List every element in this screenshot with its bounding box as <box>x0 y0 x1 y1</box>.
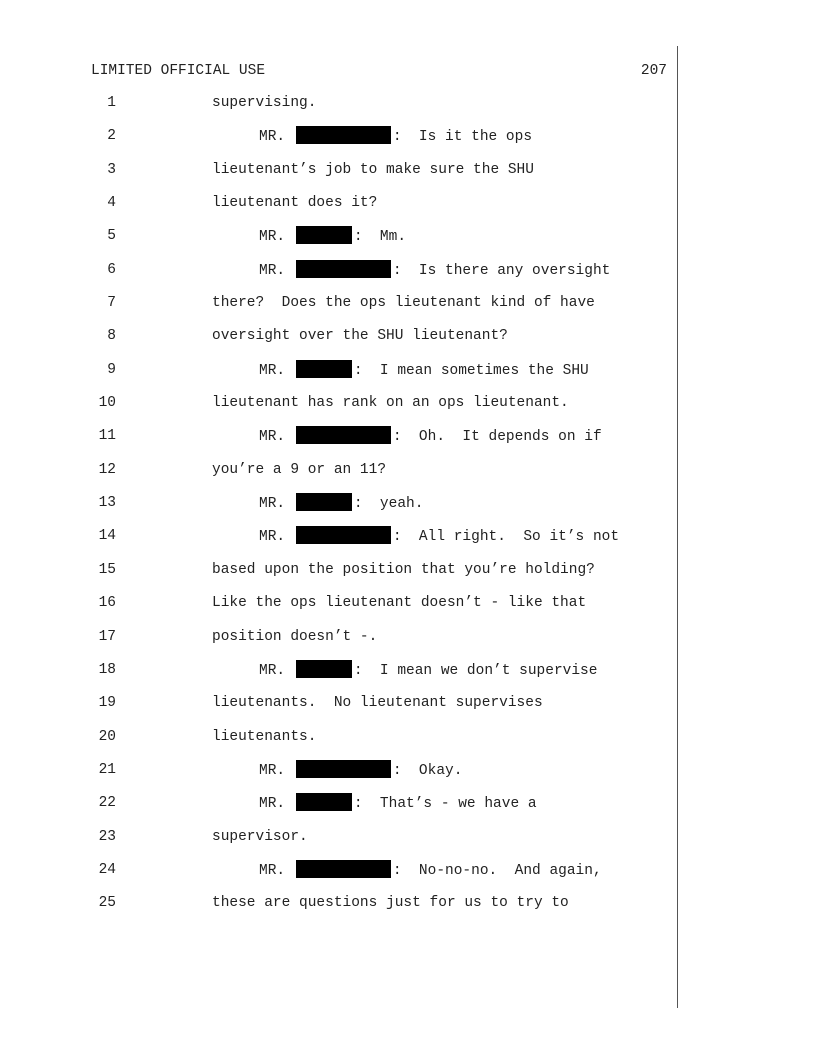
speaker-prefix: MR. <box>259 262 286 279</box>
redaction-box <box>296 860 391 878</box>
line-number: 23 <box>98 828 116 845</box>
line-text <box>212 627 377 647</box>
redaction-box <box>296 493 352 511</box>
speaker-line <box>259 426 602 447</box>
spoken-text: lieutenant’s job to make sure the SHU <box>212 161 534 178</box>
speaker-prefix: MR. <box>259 496 286 513</box>
spoken-text: these are questions just for us to try to <box>212 895 569 912</box>
line-number: 20 <box>98 728 116 745</box>
speaker-line <box>259 360 589 381</box>
line-number: 14 <box>98 528 116 545</box>
speaker-line <box>259 793 537 814</box>
transcript-line <box>0 760 676 793</box>
spoken-text: lieutenant does it? <box>212 195 378 212</box>
speaker-line <box>259 226 406 247</box>
transcript-line <box>0 860 676 893</box>
line-number: 11 <box>98 428 116 445</box>
line-number: 15 <box>98 561 116 578</box>
line-text <box>212 193 377 213</box>
spoken-text: : All right. So it’s not <box>392 529 620 546</box>
spoken-text: there? Does the ops lieutenant kind of have <box>212 295 595 312</box>
transcript-line <box>0 526 676 559</box>
redaction-box <box>296 760 391 778</box>
transcript-line <box>0 460 676 493</box>
transcript-line <box>0 193 676 226</box>
redaction-box <box>296 426 391 444</box>
spoken-text: : Okay. <box>392 762 463 779</box>
transcript-line <box>0 426 676 459</box>
transcript-line <box>0 493 676 526</box>
redaction-box <box>296 126 391 144</box>
speaker-line <box>259 526 619 547</box>
line-text <box>212 893 569 913</box>
speaker-prefix: MR. <box>259 762 286 779</box>
transcript-line <box>0 393 676 426</box>
line-number: 9 <box>107 361 116 378</box>
document-marking: LIMITED OFFICIAL USE <box>91 63 266 79</box>
line-number: 6 <box>107 261 116 278</box>
line-number: 10 <box>98 395 116 412</box>
spoken-text: : Is there any oversight <box>392 262 611 279</box>
spoken-text: supervisor. <box>212 828 308 845</box>
redaction-box <box>296 260 391 278</box>
transcript-body <box>0 93 676 927</box>
line-text <box>212 326 508 346</box>
transcript-line <box>0 793 676 826</box>
line-text <box>212 593 586 613</box>
transcript-line <box>0 126 676 159</box>
line-number: 19 <box>98 695 116 712</box>
line-number: 1 <box>107 95 116 111</box>
line-number: 4 <box>107 195 116 212</box>
line-text <box>212 160 534 180</box>
line-number: 5 <box>107 228 116 245</box>
line-number: 7 <box>107 295 116 312</box>
line-number: 16 <box>98 595 116 612</box>
transcript-line <box>0 593 676 626</box>
transcript-line <box>0 660 676 693</box>
line-text <box>212 727 316 747</box>
spoken-text: : Is it the ops <box>392 129 533 146</box>
redaction-box <box>296 660 352 678</box>
transcript-line <box>0 160 676 193</box>
transcript-line <box>0 226 676 259</box>
redaction-box <box>296 226 352 244</box>
spoken-text: : That’s - we have a <box>353 796 537 813</box>
speaker-prefix: MR. <box>259 862 286 879</box>
transcript-line <box>0 727 676 760</box>
line-number: 22 <box>98 795 116 812</box>
speaker-prefix: MR. <box>259 662 286 679</box>
transcript-line <box>0 827 676 860</box>
line-text <box>212 393 569 413</box>
spoken-text: position doesn’t -. <box>212 628 378 645</box>
spoken-text: lieutenants. No lieutenant supervises <box>212 695 543 712</box>
speaker-line <box>259 260 610 281</box>
line-number: 2 <box>107 128 116 145</box>
speaker-line <box>259 126 532 147</box>
transcript-line <box>0 93 676 126</box>
page-number: 207 <box>640 63 667 79</box>
line-number: 25 <box>98 895 116 912</box>
speaker-prefix: MR. <box>259 529 286 546</box>
line-text <box>212 827 308 847</box>
redaction-box <box>296 793 352 811</box>
line-number: 18 <box>98 661 116 678</box>
transcript-line <box>0 293 676 326</box>
spoken-text: you’re a 9 or an 11? <box>212 461 387 478</box>
transcript-line <box>0 260 676 293</box>
speaker-line <box>259 760 462 781</box>
redaction-box <box>296 360 352 378</box>
spoken-text: oversight over the SHU lieutenant? <box>212 328 508 345</box>
line-number: 8 <box>107 328 116 345</box>
redaction-box <box>296 526 391 544</box>
speaker-prefix: MR. <box>259 229 286 246</box>
spoken-text: : Oh. It depends on if <box>392 429 602 446</box>
speaker-line <box>259 493 423 514</box>
spoken-text: : I mean sometimes the SHU <box>353 362 589 379</box>
spoken-text: supervising. <box>212 95 317 111</box>
line-number: 12 <box>98 461 116 478</box>
line-text <box>212 693 543 713</box>
line-text <box>212 460 386 480</box>
speaker-prefix: MR. <box>259 429 286 446</box>
line-number: 21 <box>98 761 116 778</box>
line-text <box>212 560 595 580</box>
spoken-text: lieutenants. <box>212 728 317 745</box>
line-text <box>212 93 316 113</box>
line-number: 17 <box>98 628 116 645</box>
speaker-prefix: MR. <box>259 129 286 146</box>
transcript-line <box>0 360 676 393</box>
spoken-text: based upon the position that you’re holding? <box>212 561 595 578</box>
transcript-line <box>0 326 676 359</box>
spoken-text: lieutenant has rank on an ops lieutenant. <box>212 395 569 412</box>
speaker-line <box>259 860 602 881</box>
transcript-line <box>0 560 676 593</box>
spoken-text: Like the ops lieutenant doesn’t - like that <box>212 595 587 612</box>
transcript-line <box>0 893 676 926</box>
speaker-line <box>259 660 597 681</box>
line-number: 3 <box>107 161 116 178</box>
spoken-text: : No-no-no. And again, <box>392 862 602 879</box>
speaker-prefix: MR. <box>259 796 286 813</box>
spoken-text: : I mean we don’t supervise <box>353 662 598 679</box>
transcript-line <box>0 627 676 660</box>
speaker-prefix: MR. <box>259 362 286 379</box>
margin-rule <box>677 46 678 1008</box>
spoken-text: : yeah. <box>353 496 424 513</box>
spoken-text: : Mm. <box>353 229 407 246</box>
line-number: 13 <box>98 495 116 512</box>
line-text <box>212 293 595 313</box>
transcript-line <box>0 693 676 726</box>
line-number: 24 <box>98 861 116 878</box>
